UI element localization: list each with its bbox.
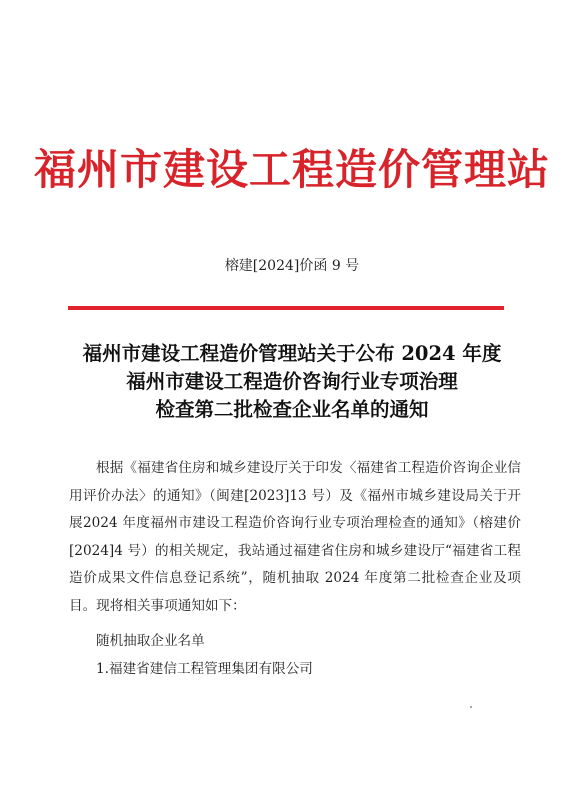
body-paragraph: 根据《福建省住房和城乡建设厅关于印发〈福建省工程造价咨询企业信用评价办法〉的通知》（闽建[2023]13 号）及《福州市城乡建设局关于开展2024 年度福州市建设工程造价咨询行业专项治理检查的通知》（榕建价[2024]4 号）的相关规定，我站通过福建省住房和城乡建设厅“福建省工程造价成果文件信息登记系统”，随机抽取 2024 年度第二批检查企业及项目。现将相关事项通知如下： [69,460,521,614]
document-title [40,340,544,424]
title-line-2: 福州市建设工程造价咨询行业专项治理 [126,370,458,393]
section-label: 随机抽取企业名单 [96,633,205,649]
scan-speck [470,706,472,708]
title-line-1: 福州市建设工程造价管理站关于公布 2024 年度 [82,342,502,365]
document-body [69,455,521,683]
list-item: 1.福建省建信工程管理集团有限公司 [96,660,313,677]
org-header: 福州市建设工程造价管理站 [33,145,550,194]
red-divider-line [68,306,504,310]
document-number: 榕建[2024]价函 9 号 [224,258,360,274]
title-line-3: 检查第二批检查企业名单的通知 [155,398,429,421]
